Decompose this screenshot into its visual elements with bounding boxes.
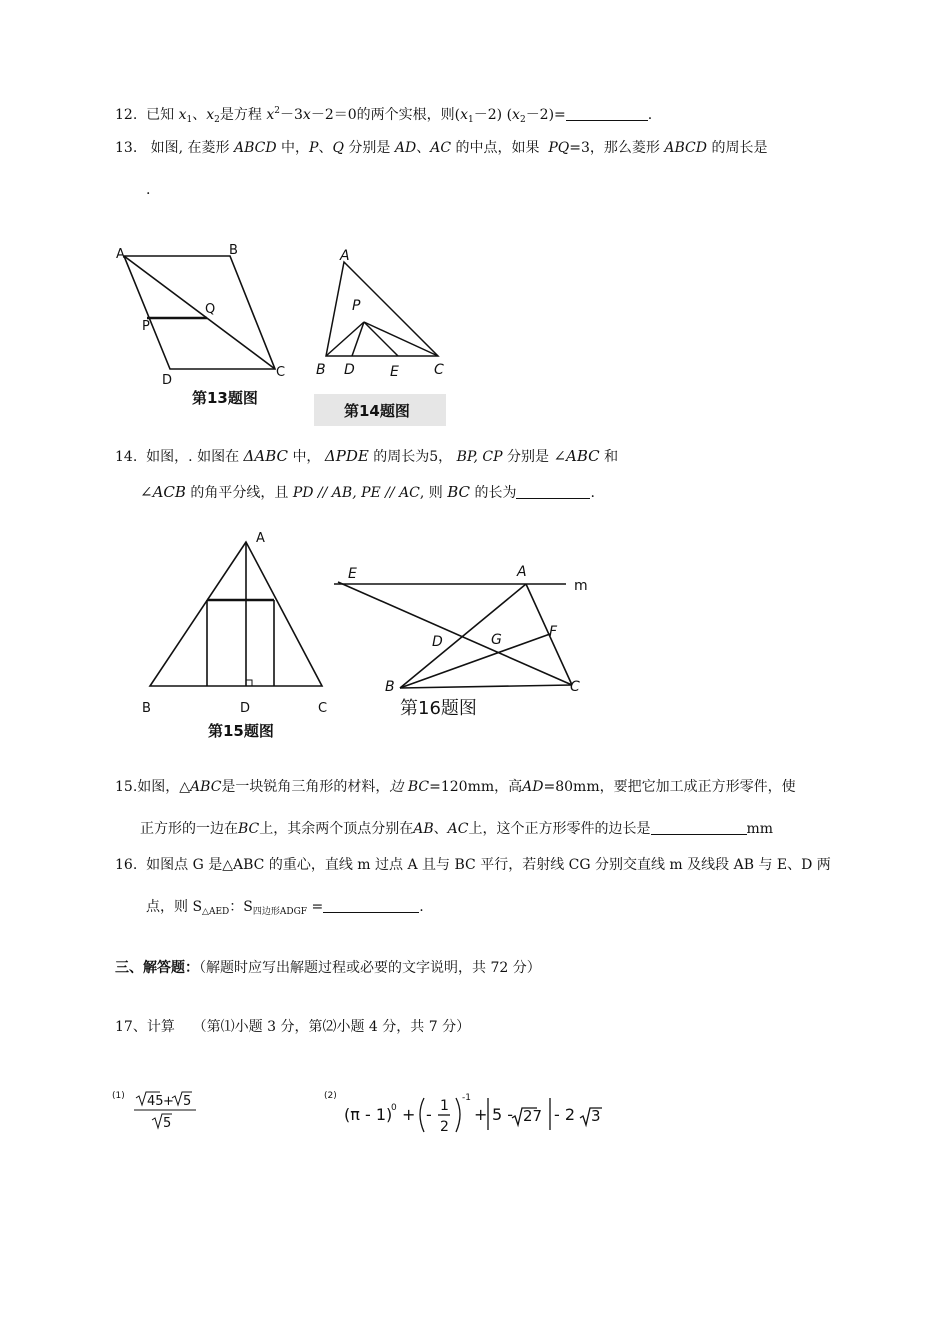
question-15-line1: 15.如图，△ABC是一块锐角三角形的材料，边 BC=120mm，高AD=80mm，要把它加工成正方形零件，使 [115, 779, 796, 795]
svg-text:5: 5 [183, 1094, 192, 1109]
label-a: A [340, 248, 350, 264]
svg-text:+: + [474, 1105, 488, 1124]
label-a: A [517, 564, 527, 580]
label-d: D [162, 373, 173, 388]
question-12: 12. 已知 $x_1$、$x_2$是方程 $x^2-3x-2=0$的两个实根，则$(x_1-2)$ $(x_2-2)=$ . [115, 106, 653, 125]
question-13: 13. 如图, 在菱形 ABCD 中，P、Q 分别是 AD、AC 的中点，如果 PQ=3，那么菱形 ABCD 的周长是 [115, 140, 768, 156]
label-g: G [491, 632, 502, 648]
svg-text:- 2: - 2 [554, 1105, 576, 1124]
label-d: D [432, 634, 443, 650]
figure-14-caption: 第14题图 [344, 402, 410, 420]
figure-13-caption: 第13题图 [192, 389, 258, 407]
label-a: A [116, 247, 125, 262]
label-b: B [385, 679, 395, 695]
label-d: D [344, 362, 355, 378]
right-angle-mark [246, 680, 252, 686]
answer-blank[interactable] [566, 106, 648, 121]
question-13-end: . [146, 182, 151, 198]
label-b: B [142, 701, 151, 716]
triangle-abc [150, 542, 322, 686]
answer-blank[interactable] [651, 820, 747, 835]
question-15-line2: 正方形的一边在BC上，其余两个顶点分别在AB、AC上，这个正方形零件的边长是 mm [140, 821, 774, 837]
figure-16-caption: 第16题图 [400, 698, 477, 719]
svg-text:5 -: 5 - [492, 1105, 514, 1124]
question-16-line1: 16. 如图点 G 是△ABC 的重心，直线 m 过点 A 且与 BC 平行，若射线 CG 分别交直线 m 及线段 AB 与 E、D 两 [115, 857, 831, 873]
paren-left [420, 1098, 424, 1132]
svg-text:(π - 1): (π - 1) [344, 1105, 393, 1124]
svg-text:+: + [402, 1105, 416, 1124]
formula-1 [112, 1086, 212, 1136]
label-c: C [434, 362, 444, 378]
answer-blank[interactable] [516, 484, 590, 499]
question-14-line2: ∠ACB 的角平分线，且 PD // AB, PE // AC, 则 BC 的长为 . [140, 483, 595, 501]
svg-text:45: 45 [147, 1094, 164, 1109]
svg-text:+: + [163, 1094, 174, 1109]
label-d: D [240, 701, 251, 716]
figure-15-caption: 第15题图 [208, 722, 274, 740]
label-c: C [276, 365, 286, 380]
label-e: E [390, 364, 399, 380]
formula-2 [324, 1086, 624, 1146]
label-a: A [256, 531, 265, 546]
label-c: C [570, 679, 580, 695]
segment-bc-ray [338, 582, 572, 685]
svg-text:5: 5 [163, 1116, 172, 1131]
segment-ab [400, 584, 526, 688]
svg-text:1: 1 [440, 1098, 449, 1114]
label-c: C [318, 701, 328, 716]
svg-text:27: 27 [523, 1107, 543, 1125]
label-e: E [348, 566, 357, 582]
part-1-label: (1) [112, 1091, 125, 1101]
label-f: F [549, 624, 558, 640]
svg-text:3: 3 [591, 1107, 601, 1125]
label-q: Q [205, 302, 216, 317]
label-b: B [229, 243, 238, 258]
question-14-line1: 14. 如图，. 如图在 ΔABC 中， ΔPDE 的周长为5， BP, CP 分别是 ∠ABC 和 [115, 447, 619, 465]
label-m: m [574, 578, 588, 594]
svg-text:0: 0 [391, 1103, 397, 1113]
section-3-heading: 三、解答题：（解题时应写出解题过程或必要的文字说明，共 72 分） [115, 960, 541, 976]
part-2-label: (2) [324, 1091, 337, 1101]
question-17: 17、计算 （第⑴小题 3 分，第⑵小题 4 分，共 7 分） [115, 1019, 471, 1035]
paren-right [456, 1098, 460, 1132]
label-p: P [142, 319, 150, 334]
figure-13 [110, 236, 300, 411]
svg-text:-: - [426, 1105, 432, 1124]
label-p: P [352, 298, 361, 314]
answer-blank[interactable] [323, 898, 419, 913]
segment-bc-base [400, 685, 572, 688]
label-b: B [316, 362, 326, 378]
question-16-line2: 点，则 $S_{\triangle AED}$：$S_{四边形ADGF}$ = . [146, 899, 424, 917]
figure-15 [136, 526, 336, 746]
svg-text:2: 2 [440, 1119, 449, 1135]
figure-16 [330, 560, 600, 730]
figure-14 [310, 244, 450, 428]
svg-text:-1: -1 [462, 1093, 471, 1103]
